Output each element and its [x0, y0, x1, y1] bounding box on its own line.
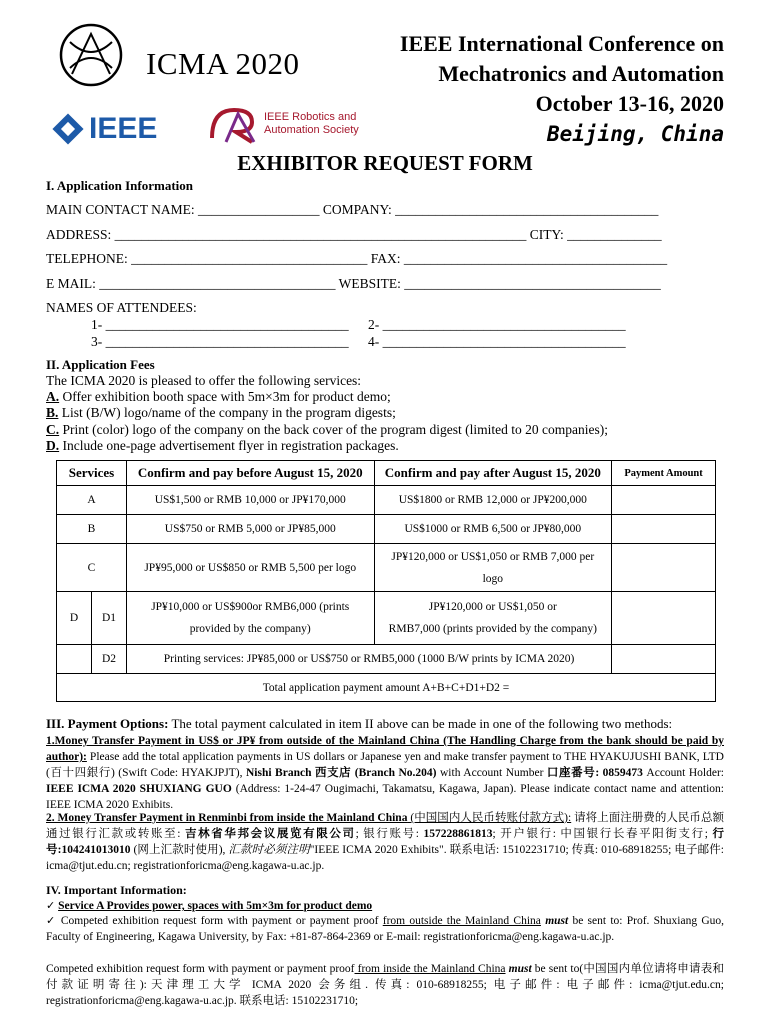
method1-text: 1.Money Transfer Payment in US$ or JP¥ from outside of the Mainland China (The Handling Charge from the bank should be paid by author): Please add the total application payments in US dollars or Japanese yen and make transfer payment to THE HYAKUJUSHI BANK, LTD (百十四銀行) (Swift Code: HYAKJPJT), Nishi Branch 西支店 (Branch No.204) with Account Number 口座番号: 0859473 Account Holder: IEEE ICMA 2020 SHUXIANG GUO (Address: 1-24-47 Ougimachi, Takamatsu, Kagawa, Japan). Please indicate contact name and attention: IEEE ICMA 2020 Exhibits.	[46, 735, 724, 811]
telephone-line[interactable]: TELEPHONE: ___________________________________ FAX: _______________________________________	[46, 251, 668, 266]
table-row	[57, 515, 716, 544]
header-services: Services	[57, 461, 127, 486]
payment-amount-a[interactable]	[612, 486, 716, 515]
payment-amount-c[interactable]	[612, 544, 716, 592]
before-cell: JP¥10,000 or US$900or RMB6,000 (prints provided by the company)	[126, 592, 374, 645]
before-cell: US$750 or RMB 5,000 or JP¥85,000	[126, 515, 374, 544]
icma-logo-icon	[58, 22, 124, 88]
conf-city: Beijing, China	[546, 122, 724, 146]
d2-cell: Printing services: JP¥85,000 or US$750 or RMB5,000 (1000 B/W prints by ICMA 2020)	[126, 645, 611, 674]
payment-amount-d1[interactable]	[612, 592, 716, 645]
header-payment: Payment Amount	[612, 461, 716, 486]
after-cell: US$1800 or RMB 12,000 or JP¥200,000	[374, 486, 612, 515]
section2-title: II. Application Fees	[46, 357, 155, 372]
table-row	[57, 592, 716, 645]
after-cell: US$1000 or RMB 6,500 or JP¥80,000	[374, 515, 612, 544]
ras-emblem-icon	[208, 104, 260, 144]
service-cell: B	[57, 515, 127, 544]
before-cell: US$1,500 or RMB 10,000 or JP¥170,000	[126, 486, 374, 515]
total-cell: Total application payment amount A+B+C+D1+D2 =	[57, 674, 716, 702]
attendee-4[interactable]: 4- ____________________________________	[368, 334, 626, 349]
fees-intro: The ICMA 2020 is pleased to offer the following services:	[46, 373, 362, 388]
after-cell: JP¥120,000 or US$1,050 or RMB 7,000 per logo	[374, 544, 612, 592]
conf-line2: Mechatronics and Automation	[438, 61, 724, 86]
after-cell: JP¥120,000 or US$1,050 or RMB7,000 (prints provided by the company)	[374, 592, 612, 645]
service-d-desc: D. Include one-page advertisement flyer in registration packages.	[46, 438, 399, 453]
attendee-1[interactable]: 1- ____________________________________	[91, 317, 349, 332]
table-row	[57, 645, 716, 674]
ras-line1: IEEE Robotics and	[264, 111, 357, 123]
form-title: EXHIBITOR REQUEST FORM	[237, 151, 533, 175]
conference-heading	[400, 29, 724, 149]
info-paragraph: Competed exhibition request form with payment or payment proof from inside the Mainland China must be sent to(中国国内单位请将申请表和付款证明寄往):天津理工大学 ICMA 2020 会务组. 传真: 010-68918255; 电子邮件: 电子邮件: icma@tjut.edu.cn; registrationforicma@eng.kagawa-u.ac.jp. 联系电话: 15102231710;	[46, 963, 725, 1007]
ieee-diamond-icon	[52, 113, 83, 144]
table-header-row	[57, 461, 716, 486]
before-cell: JP¥95,000 or US$850 or RMB 5,500 per logo	[126, 544, 374, 592]
ras-logo	[208, 104, 359, 144]
attendee-2[interactable]: 2- ____________________________________	[368, 317, 626, 332]
table-row	[57, 674, 716, 702]
ieee-logo	[57, 112, 157, 146]
payment-amount-b[interactable]	[612, 515, 716, 544]
service-c-desc: C. Print (color) logo of the company on the back cover of the program digest (limited to 20 companies);	[46, 422, 608, 437]
fees-table	[56, 460, 716, 702]
header-after: Confirm and pay after August 15, 2020	[374, 461, 612, 486]
section4-title: IV. Important Information:	[46, 883, 187, 897]
logo-text: ICMA 2020	[146, 46, 300, 81]
service-cell: C	[57, 544, 127, 592]
contact-line[interactable]: MAIN CONTACT NAME: __________________ COMPANY: _______________________________________	[46, 202, 659, 217]
address-line[interactable]: ADDRESS: _____________________________________________________________ CITY: ______________	[46, 227, 662, 242]
service-d2: D2	[101, 653, 116, 665]
service-a-desc: A. Offer exhibition booth space with 5m×3m for product demo;	[46, 389, 391, 404]
section1-title: I. Application Information	[46, 178, 193, 193]
method2-text: 2. Money Transfer Payment in Renminbi from inside the Mainland China (中国国内人民币转账付款方式): 请将上面注册费的人民币总额通过银行汇款或转账至: 吉林省华邦会议展览有限公司; 银行账号: 157228861813; 开户银行: 中国银行长春平阳街支行; 行号:104241013010 (网上汇款时使用), 汇款时必须注明"IEEE ICMA 2020 Exhibits". 联系电话: 15102231710; 传真: 010-68918255; 电子邮件: icma@tjut.edu.cn; registrationforicma@eng.kagawa-u.ac.jp.	[46, 812, 724, 872]
info-item-1: ✓ Service A Provides power, spaces with 5m×3m for product demo	[46, 899, 373, 912]
info-item-2: ✓ Competed exhibition request form with payment or payment proof from outside the Mainland China must be sent to: Prof. Shuxiang Guo, Faculty of Engineering, Kagawa University, by Fax: +81-87-864-2369 or E-mail: registrationforicma@eng.kagawa-u.ac.jp.	[46, 914, 725, 943]
payment-amount-d2[interactable]	[612, 645, 716, 674]
service-cell-d	[57, 592, 127, 645]
attendee-3[interactable]: 3- ____________________________________	[91, 334, 349, 349]
check-icon: ✓	[46, 914, 57, 927]
section3-title: III. Payment Options: The total payment calculated in item II above can be made in one of the following two methods:	[46, 716, 673, 731]
ras-line2: Automation Society	[264, 124, 359, 136]
service-b-desc: B. List (B/W) logo/name of the company in the program digests;	[46, 405, 396, 420]
attendees-label: NAMES OF ATTENDEES:	[46, 300, 197, 315]
ieee-text: IEEE	[89, 112, 158, 145]
header-before: Confirm and pay before August 15, 2020	[126, 461, 374, 486]
service-cell: A	[57, 486, 127, 515]
table-row	[57, 544, 716, 592]
service-d1: D1	[101, 612, 116, 624]
service-d: D	[57, 592, 92, 644]
conf-line3: October 13-16, 2020	[535, 91, 724, 116]
conf-line1: IEEE International Conference on	[399, 31, 724, 56]
service-cell-d2	[57, 645, 127, 674]
email-line[interactable]: E MAIL: ___________________________________ WEBSITE: ______________________________________	[46, 276, 661, 291]
table-row	[57, 486, 716, 515]
check-icon: ✓	[46, 899, 56, 912]
